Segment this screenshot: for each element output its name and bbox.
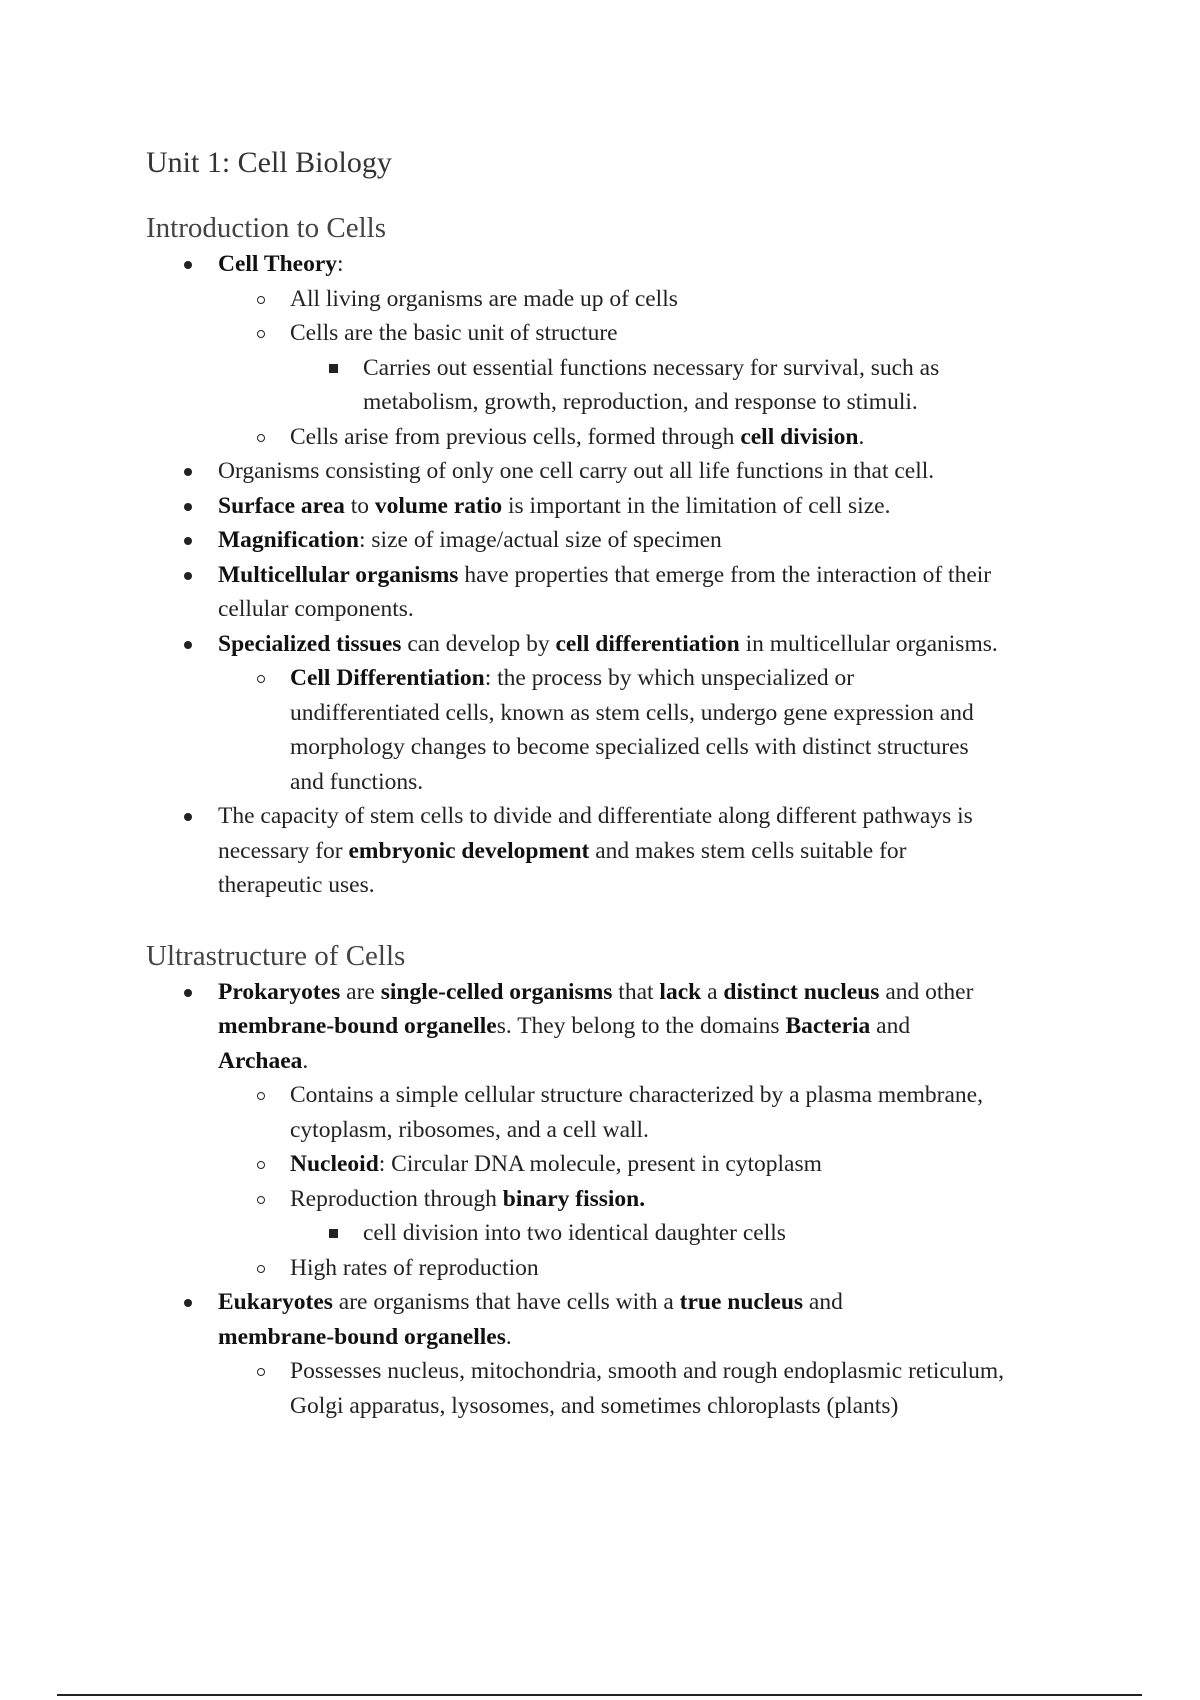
list-item-fission-detail: cell division into two identical daughter cells — [146, 1216, 1096, 1251]
list-item-eukaryotes: Eukaryotes are organisms that have cells with a true nucleus and — [146, 1285, 1096, 1320]
bullet-circle-icon — [257, 330, 265, 338]
list-item-specialized-tissues: Specialized tissues can develop by cell differentiation in multicellular organisms. — [146, 627, 1096, 662]
list-item-cell-theory: Cell Theory: — [146, 247, 1096, 282]
bullet-disc-icon — [184, 989, 192, 997]
bullet-disc-icon — [184, 1299, 192, 1307]
bullet-circle-icon — [257, 1196, 265, 1204]
list-item-nucleoid: Nucleoid: Circular DNA molecule, present in cytoplasm — [146, 1147, 1096, 1182]
bullet-square-icon — [329, 364, 338, 373]
bullet-circle-icon — [257, 296, 265, 304]
list-item-essential-functions: Carries out essential functions necessary for survival, such as — [146, 351, 1096, 386]
list-item-prokaryote-structure: Contains a simple cellular structure characterized by a plasma membrane, — [146, 1078, 1096, 1113]
term-cell-theory: Cell Theory — [218, 251, 338, 277]
list-item-multicellular: Multicellular organisms have properties that emerge from the interaction of their — [146, 558, 1096, 593]
list-item-stem-cells-cont: necessary for embryonic development and makes stem cells suitable for — [218, 837, 907, 864]
list-item-cell-differentiation-cont: undifferentiated cells, known as stem cells, undergo gene expression and — [290, 699, 974, 726]
list-item-ct-basic-unit: Cells are the basic unit of structure — [146, 316, 1096, 351]
list-item-eukaryotes-cont: membrane-bound organelles. — [218, 1323, 512, 1350]
bullet-circle-icon — [257, 1161, 265, 1169]
list-item-prokaryote-structure-cont: cytoplasm, ribosomes, and a cell wall. — [290, 1116, 649, 1143]
section-heading-ultrastructure: Ultrastructure of Cells — [146, 939, 406, 972]
bullet-square-icon — [329, 1229, 338, 1238]
page-bottom-divider — [57, 1694, 1142, 1696]
list-item-prokaryotes-cont: membrane-bound organelles. They belong to the domains Bacteria and — [218, 1013, 911, 1039]
bullet-circle-icon — [257, 1265, 265, 1273]
list-item-cell-differentiation-cont: and functions. — [290, 768, 424, 795]
list-item-essential-functions-cont: metabolism, growth, reproduction, and response to stimuli. — [363, 389, 918, 415]
document-content — [146, 143, 1096, 1423]
list-item-stem-cells-cont: therapeutic uses. — [218, 872, 375, 898]
list-item-cell-differentiation: Cell Differentiation: the process by which unspecialized or — [146, 661, 1096, 696]
list-item-multicellular-cont: cellular components. — [218, 596, 414, 622]
page-title: Unit 1: Cell Biology — [146, 146, 392, 179]
list-item-ct-living-organisms: All living organisms are made up of cells — [146, 282, 1096, 317]
bullet-disc-icon — [184, 641, 192, 649]
bullet-disc-icon — [184, 261, 192, 269]
list-item-cell-differentiation-cont: morphology changes to become specialized cells with distinct structures — [290, 734, 969, 760]
bullet-disc-icon — [184, 468, 192, 476]
list-item-high-rates: High rates of reproduction — [146, 1251, 1096, 1286]
list-item-unicellular: Organisms consisting of only one cell carry out all life functions in that cell. — [146, 454, 1096, 489]
list-item-binary-fission: Reproduction through binary fission. — [146, 1182, 1096, 1217]
list-item-surface-area: Surface area to volume ratio is important in the limitation of cell size. — [146, 489, 1096, 524]
bullet-circle-icon — [257, 1368, 265, 1376]
bullet-circle-icon — [257, 1092, 265, 1100]
list-item-prokaryotes-cont: Archaea. — [218, 1047, 309, 1074]
bullet-disc-icon — [184, 572, 192, 580]
list-item-stem-cells: The capacity of stem cells to divide and differentiate along different pathways is — [146, 799, 1096, 834]
bullet-circle-icon — [257, 675, 265, 683]
list-item-magnification: Magnification: size of image/actual size of specimen — [146, 523, 1096, 558]
list-item-eukaryote-structure: Possesses nucleus, mitochondria, smooth and rough endoplasmic reticulum, — [146, 1354, 1096, 1389]
bullet-disc-icon — [184, 537, 192, 545]
list-item-eukaryote-structure-cont: Golgi apparatus, lysosomes, and sometimes chloroplasts (plants) — [290, 1392, 899, 1419]
bullet-disc-icon — [184, 503, 192, 511]
section-heading-introduction: Introduction to Cells — [146, 212, 387, 244]
bullet-circle-icon — [257, 434, 265, 442]
bullet-disc-icon — [184, 813, 192, 821]
list-item-prokaryotes: Prokaryotes are single-celled organisms that lack a distinct nucleus and other — [146, 975, 1096, 1010]
list-item-ct-previous-cells: Cells arise from previous cells, formed through cell division. — [146, 420, 1096, 455]
